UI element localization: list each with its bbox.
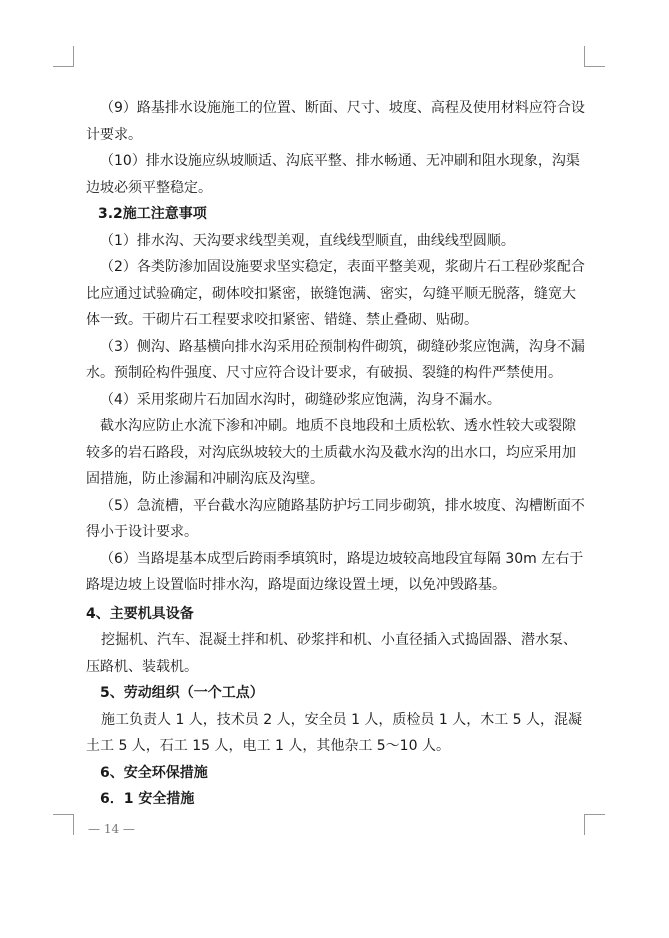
crop-mark-top-right: [584, 46, 605, 67]
page-body: [86, 95, 586, 813]
paragraph-note-1: （1）排水沟、天沟要求线型美观，直线线型顺直，曲线线型圆顺。: [100, 232, 515, 249]
section-heading-5: 5、劳动组织（一个工点）: [100, 685, 264, 701]
section-heading-6: 6、安全环保措施: [100, 764, 208, 781]
crop-mark-top-left: [53, 46, 74, 67]
section-heading-3-2: 3.2施工注意事项: [98, 206, 207, 222]
paragraph-cutoff-ditch: 截水沟应防止水流下渗和冲刷。地质不良地段和土质松软、透水性较大或裂隙较多的岩石路段，对沟底纵坡较大的土质截水沟及截水沟的出水口，均应采用加固措施，防止渗漏和冲刷沟底及沟壁。: [86, 418, 576, 487]
crop-mark-bottom-right: [584, 814, 605, 835]
page-number: — 14 —: [88, 822, 135, 836]
paragraph-note-5: （5）急流槽，平台截水沟应随路基防护圬工同步砌筑，排水坡度、沟槽断面不得小于设计要求。: [86, 497, 585, 540]
paragraph-equipment: 挖掘机、汽车、混凝土拌和机、砂浆拌和机、小直径插入式捣固器、潜水泵、压路机、装载机。: [86, 632, 577, 675]
crop-mark-bottom-left: [53, 814, 74, 835]
paragraph-note-6: （6）当路堤基本成型后跨雨季填筑时，路堤边坡较高地段宜每隔 30m 左右于路堤边坡上设置临时排水沟，路堤面边缘设置土埂，以免冲毁路基。: [86, 550, 584, 593]
paragraph-item-10: （10）排水设施应纵坡顺适、沟底平整、排水畅通、无冲刷和阻水现象，沟渠边坡必须平整稳定。: [86, 153, 580, 196]
section-heading-4: 4、主要机具设备: [86, 605, 194, 622]
paragraph-note-4: （4）采用浆砌片石加固水沟时，砌缝砂浆应饱满，沟身不漏水。: [100, 391, 501, 408]
paragraph-note-2: （2）各类防渗加固设施要求坚实稳定，表面平整美观，浆砌片石工程砂浆配合比应通过试验确定，砌体咬扣紧密，嵌缝饱满、密实，勾缝平顺无脱落，缝宽大体一致。干砌片石工程要求咬扣紧密、错缝、禁止叠砌、贴砌。: [86, 259, 585, 328]
paragraph-labor: 施工负责人 1 人，技术员 2 人，安全员 1 人，质检员 1 人，木工 5 人，混凝土工 5 人，石工 15 人，电工 1 人，其他杂工 5～10 人。: [86, 711, 583, 754]
paragraph-item-9: （9）路基排水设施施工的位置、断面、尺寸、坡度、高程及使用材料应符合设计要求。: [86, 100, 585, 143]
section-heading-6-1: 6．1 安全措施: [100, 791, 195, 807]
paragraph-note-3: （3）侧沟、路基横向排水沟采用砼预制构件砌筑，砌缝砂浆应饱满，沟身不漏水。预制砼构件强度、尺寸应符合设计要求，有破损、裂缝的构件严禁使用。: [86, 338, 585, 381]
